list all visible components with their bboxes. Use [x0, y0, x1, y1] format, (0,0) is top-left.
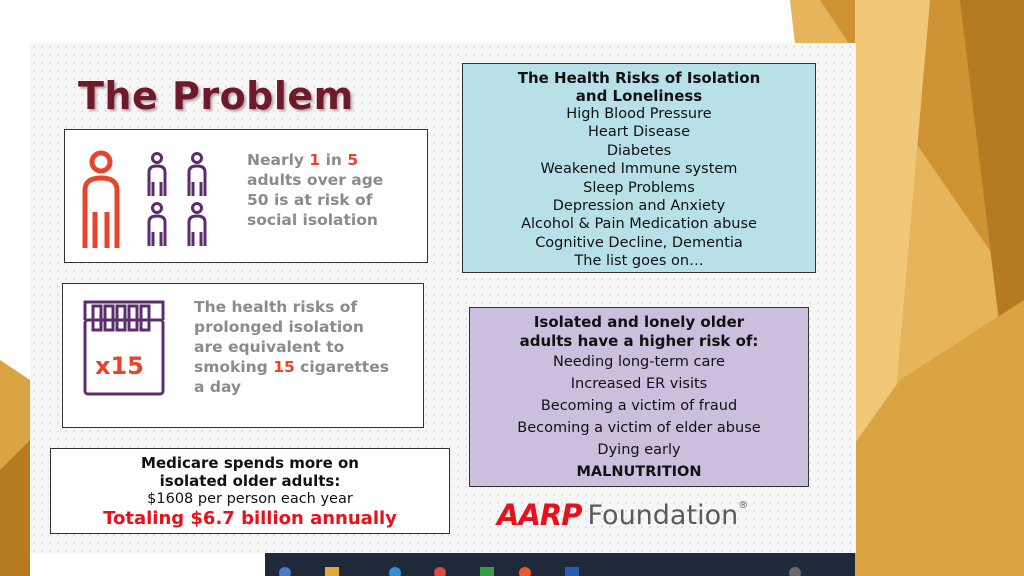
medicare-cost-card	[50, 448, 450, 534]
list-item: Cognitive Decline, Dementia	[535, 234, 743, 251]
list-item: Sleep Problems	[583, 179, 695, 196]
health-risks-heading-2: and Loneliness	[575, 87, 703, 105]
list-item: Becoming a victim of elder abuse	[517, 420, 761, 436]
taskbar-app-icon[interactable]	[565, 567, 579, 576]
taskbar-app-icon[interactable]	[519, 567, 531, 576]
list-item: Weakened Immune system	[540, 161, 738, 178]
isolation-stat-card	[64, 129, 428, 263]
isolation-stat-text: Nearly 1 in 5 adults over age 50 is at risk of social isolation	[247, 151, 384, 229]
list-item: High Blood Pressure	[566, 106, 712, 122]
higher-risk-panel	[469, 307, 809, 487]
medicare-per-person: $1608 per person each year	[147, 491, 353, 507]
taskbar-app-icon[interactable]	[389, 567, 401, 576]
taskbar-icons	[265, 553, 855, 576]
slide-title: The Problem	[78, 74, 354, 118]
cigarette-pack-icon	[79, 296, 169, 396]
list-item: Heart Disease	[588, 124, 690, 141]
registered-mark: ®	[738, 500, 749, 511]
list-item: Alcohol & Pain Medication abuse	[521, 216, 757, 233]
list-item: Increased ER visits	[570, 376, 708, 392]
person-large-icon	[85, 153, 117, 248]
taskbar-app-icon[interactable]	[480, 567, 494, 576]
higher-risk-heading: Isolated and lonely older	[533, 313, 745, 331]
taskbar	[265, 553, 855, 576]
list-item: Depression and Anxiety	[552, 198, 726, 215]
taskbar-app-icon[interactable]	[325, 567, 339, 576]
smoking-stat-text: The health risks of prolonged isolation are equivalent to smoking 15 cigarettes a day	[194, 298, 389, 396]
medicare-heading: Medicare spends more on	[141, 454, 359, 472]
taskbar-app-icon[interactable]	[434, 567, 446, 576]
health-risks-heading: The Health Risks of Isolation	[517, 69, 761, 87]
health-risks-panel	[462, 63, 816, 273]
list-item: Becoming a victim of fraud	[540, 398, 738, 414]
taskbar-app-icon[interactable]	[279, 567, 291, 576]
list-item-emphasis: MALNUTRITION	[576, 464, 702, 480]
person-small-icon	[149, 154, 205, 247]
higher-risk-heading-2: adults have a higher risk of:	[519, 332, 759, 350]
list-item: Diabetes	[606, 142, 672, 159]
x15-badge: x15	[95, 352, 144, 380]
smoking-stat-card	[62, 283, 424, 428]
list-item: Dying early	[597, 442, 681, 458]
foundation-wordmark: Foundation	[587, 499, 739, 531]
people-icon	[73, 150, 213, 250]
aarp-wordmark: AARP	[497, 498, 582, 532]
medicare-total: Totaling $6.7 billion annually	[103, 508, 397, 529]
medicare-heading-2: isolated older adults:	[159, 472, 341, 490]
aarp-foundation-logo	[497, 498, 748, 532]
list-item: The list goes on…	[574, 253, 704, 270]
taskbar-app-icon[interactable]	[789, 567, 801, 576]
list-item: Needing long-term care	[553, 354, 725, 370]
